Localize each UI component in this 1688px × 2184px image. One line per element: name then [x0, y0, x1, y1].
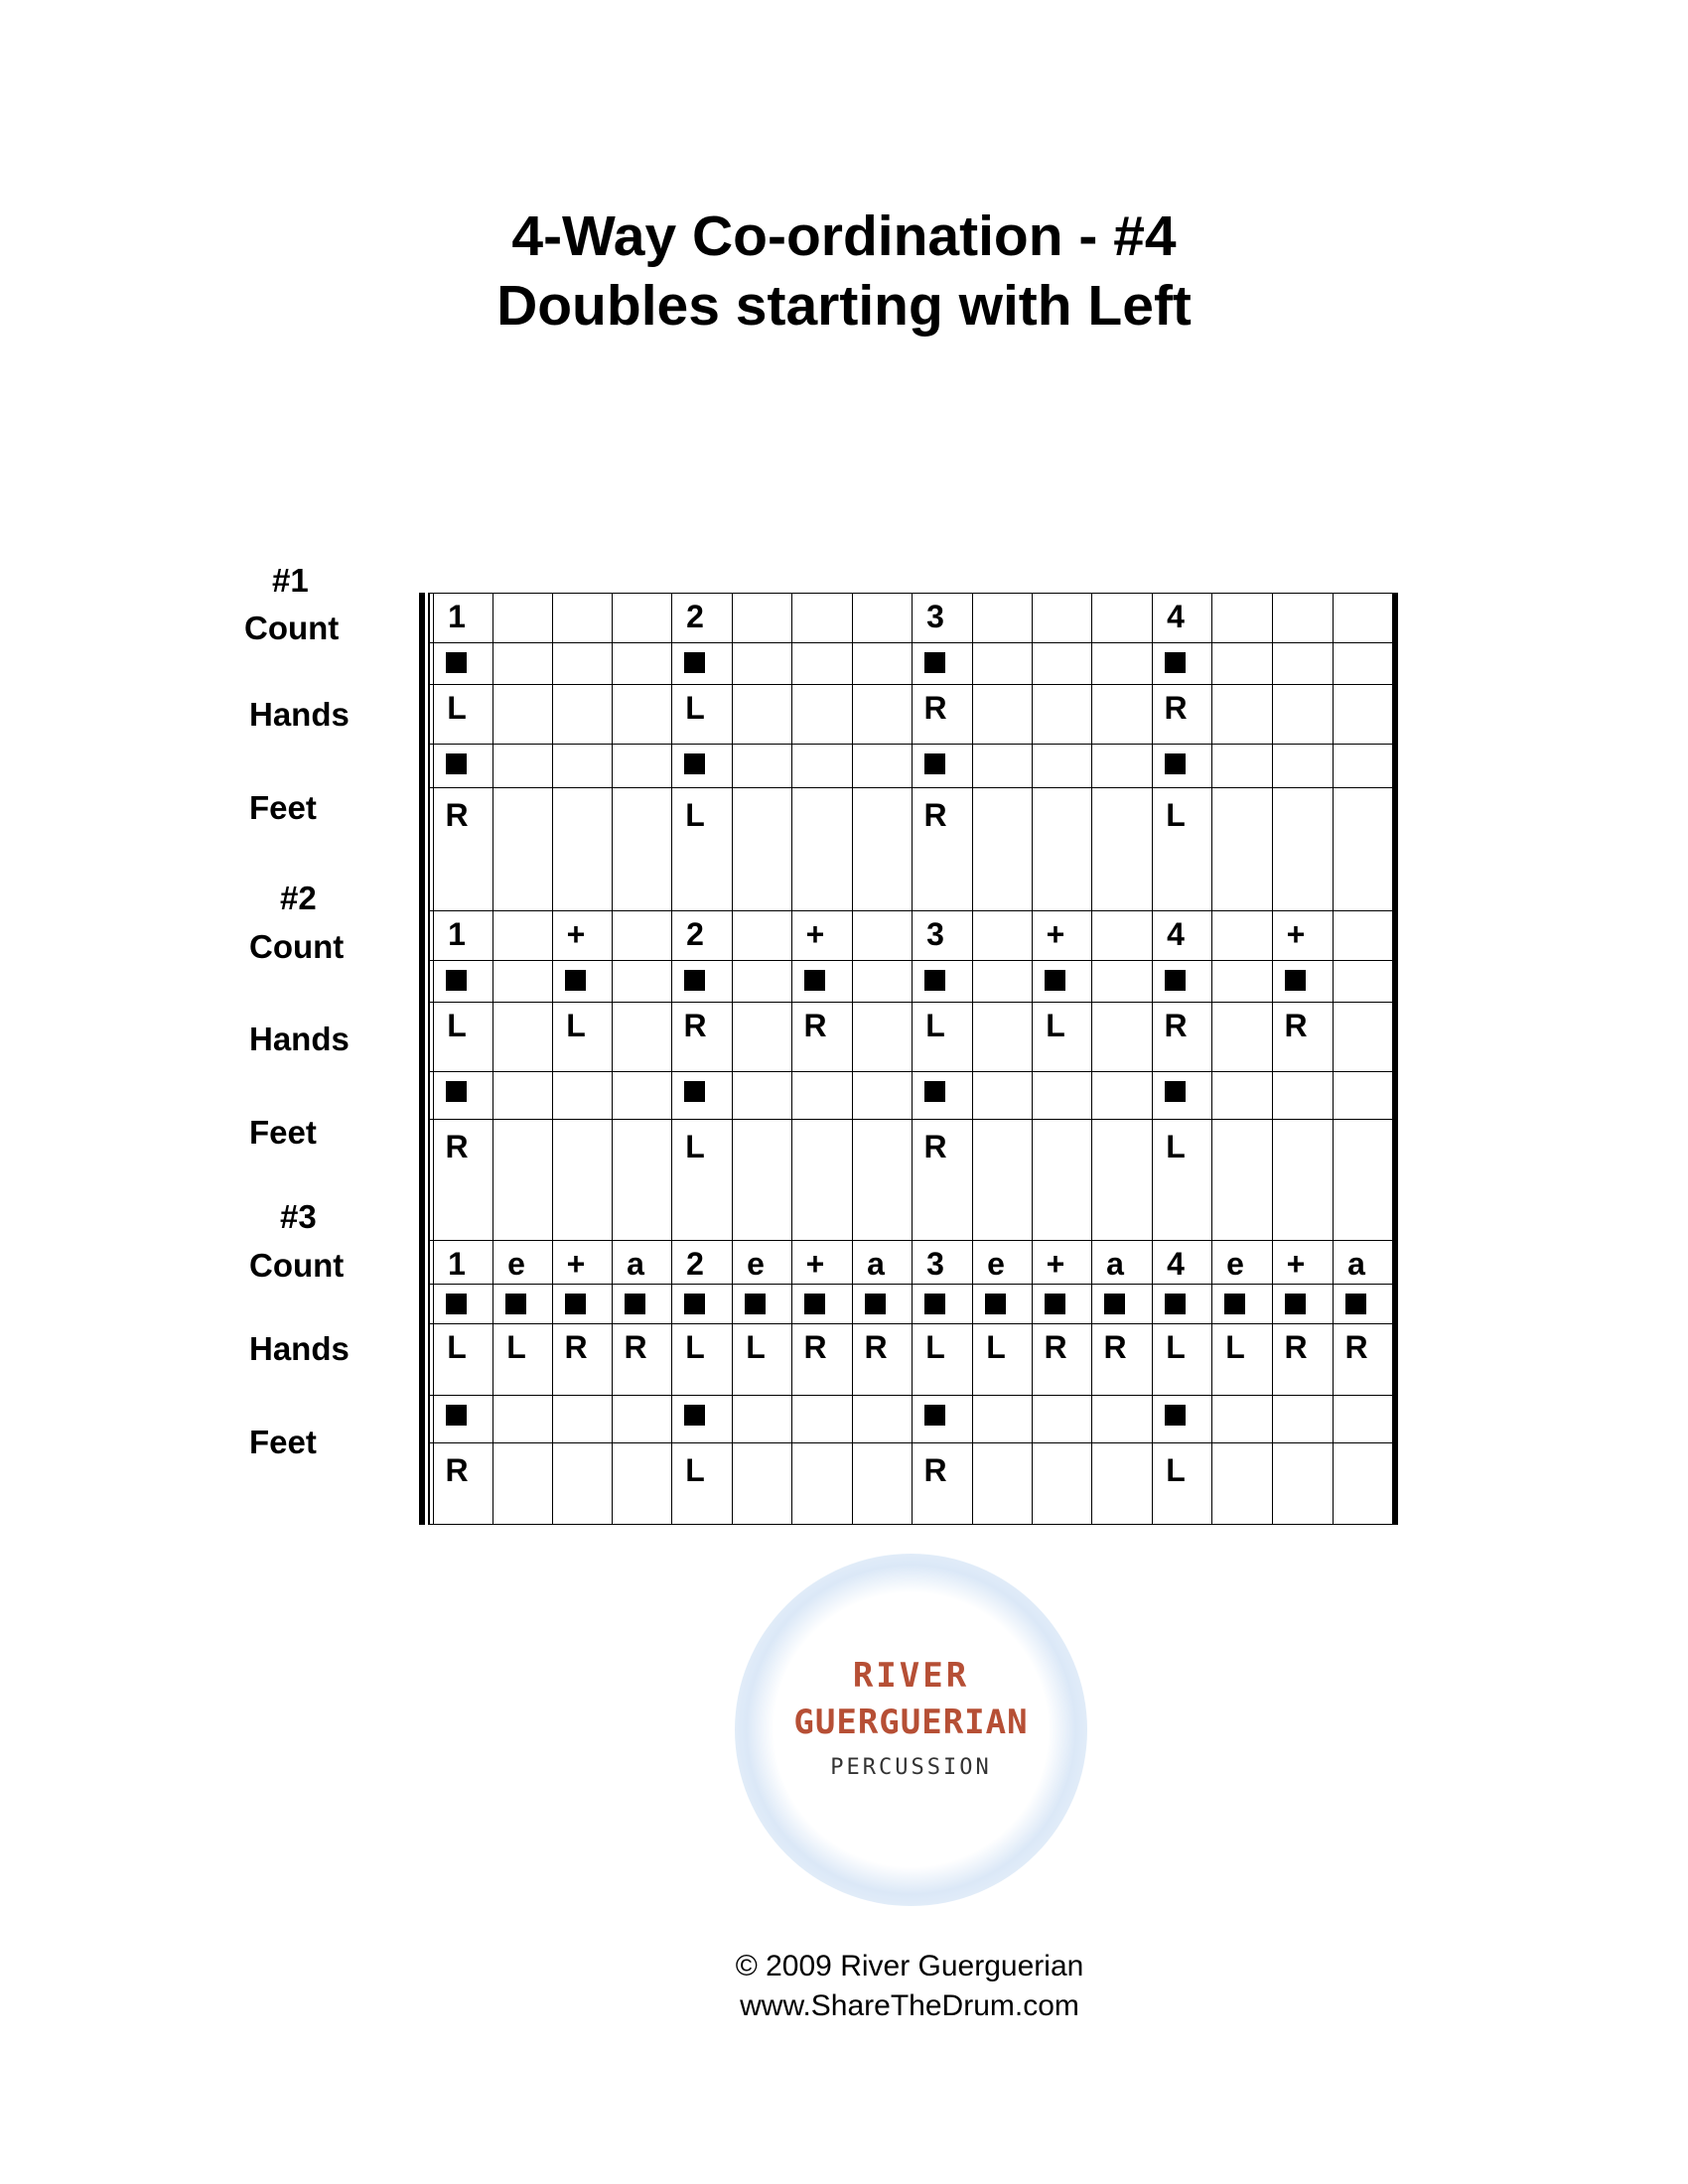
note-marker-ex3-hands	[1165, 1294, 1186, 1314]
logo-text-guerguerian: GUERGUERIAN	[793, 1703, 1029, 1742]
cell-ex3-hands: R	[1344, 1329, 1368, 1365]
note-marker-ex3-hands	[565, 1294, 586, 1314]
note-marker-ex1-feet	[684, 753, 705, 774]
exercise-2-hands-label: Hands	[249, 1021, 350, 1057]
cell-ex1-count: 3	[926, 599, 944, 634]
cell-ex1-hands: R	[1164, 690, 1188, 726]
cell-ex1-feet: R	[923, 797, 947, 833]
grid-column-line	[732, 593, 733, 1525]
cell-ex3-feet: L	[1166, 1452, 1186, 1488]
grid-row-line	[430, 1071, 1392, 1072]
page-subtitle: Doubles starting with Left	[496, 274, 1192, 338]
grid-column-line	[433, 593, 434, 1525]
note-marker-ex3-hands	[625, 1294, 645, 1314]
cell-ex3-hands: R	[803, 1329, 827, 1365]
note-marker-ex2-hands	[684, 970, 705, 991]
cell-ex2-count: 1	[448, 916, 466, 952]
copyright-notice: © 2009 River Guerguerian	[735, 1950, 1084, 1982]
cell-ex2-count: 3	[926, 916, 944, 952]
cell-ex2-count: 4	[1167, 916, 1185, 952]
left-thick-barline	[419, 593, 425, 1525]
note-marker-ex3-hands	[1224, 1294, 1245, 1314]
note-marker-ex3-feet	[924, 1405, 945, 1426]
note-marker-ex3-hands	[804, 1294, 825, 1314]
left-thin-barline	[428, 593, 430, 1525]
note-marker-ex2-hands	[924, 970, 945, 991]
cell-ex3-hands: R	[564, 1329, 588, 1365]
grid-column-line	[492, 593, 493, 1525]
cell-ex3-hands: R	[864, 1329, 888, 1365]
note-marker-ex3-hands	[684, 1294, 705, 1314]
grid-row-line	[430, 642, 1392, 643]
cell-ex1-count: 4	[1167, 599, 1185, 634]
cell-ex1-feet: R	[445, 797, 469, 833]
cell-ex3-count: a	[867, 1246, 885, 1282]
grid-row-line	[430, 1002, 1392, 1003]
cell-ex3-hands: L	[1166, 1329, 1186, 1365]
page-title: 4-Way Co-ordination - #4	[511, 205, 1177, 268]
grid-row-line	[430, 787, 1392, 788]
cell-ex3-count: 4	[1167, 1246, 1185, 1282]
note-marker-ex3-feet	[1165, 1405, 1186, 1426]
note-marker-ex3-hands	[865, 1294, 886, 1314]
cell-ex1-count: 1	[448, 599, 466, 634]
note-marker-ex3-hands	[985, 1294, 1006, 1314]
river-guerguerian-logo	[735, 1554, 1087, 1906]
grid-column-line	[972, 593, 973, 1525]
grid-column-line	[552, 593, 553, 1525]
cell-ex2-hands: R	[683, 1008, 707, 1043]
cell-ex1-hands: R	[923, 690, 947, 726]
exercise-3-count-label: Count	[249, 1247, 345, 1284]
cell-ex3-hands: R	[624, 1329, 647, 1365]
note-marker-ex2-hands	[804, 970, 825, 991]
cell-ex2-hands: L	[1046, 1008, 1065, 1043]
note-marker-ex2-feet	[1165, 1081, 1186, 1102]
exercise-3-feet-label: Feet	[249, 1424, 317, 1460]
grid-row-line	[430, 1284, 1392, 1285]
note-marker-ex3-feet	[446, 1405, 467, 1426]
cell-ex3-count: 2	[686, 1246, 704, 1282]
cell-ex3-count: a	[1347, 1246, 1365, 1282]
grid-row-line	[430, 1395, 1392, 1396]
cell-ex3-hands: L	[1225, 1329, 1245, 1365]
grid-column-line	[852, 593, 853, 1525]
grid-column-line	[1032, 593, 1033, 1525]
note-marker-ex2-feet	[446, 1081, 467, 1102]
grid-row-line	[430, 1240, 1392, 1241]
cell-ex3-hands: L	[986, 1329, 1006, 1365]
cell-ex2-count: +	[1046, 916, 1065, 952]
grid-column-line	[612, 593, 613, 1525]
exercise-3-number: #3	[280, 1198, 317, 1235]
note-marker-ex2-hands	[565, 970, 586, 991]
grid-row-line	[430, 1119, 1392, 1120]
grid-column-line	[1152, 593, 1153, 1525]
cell-ex2-count: +	[1286, 916, 1306, 952]
grid-column-line	[1272, 593, 1273, 1525]
cell-ex3-hands: R	[1284, 1329, 1308, 1365]
grid-column-line	[791, 593, 792, 1525]
note-marker-ex3-hands	[1345, 1294, 1366, 1314]
cell-ex2-hands: R	[1284, 1008, 1308, 1043]
grid-column-line	[1211, 593, 1212, 1525]
cell-ex3-count: e	[987, 1246, 1005, 1282]
grid-row-line	[430, 1323, 1392, 1324]
note-marker-ex3-hands	[745, 1294, 766, 1314]
cell-ex1-feet: L	[685, 797, 705, 833]
note-marker-ex2-hands	[1045, 970, 1065, 991]
grid-column-line	[912, 593, 913, 1525]
note-marker-ex1-feet	[446, 753, 467, 774]
exercise-1-count-label: Count	[244, 610, 340, 646]
note-marker-ex3-hands	[505, 1294, 526, 1314]
cell-ex3-hands: R	[1044, 1329, 1067, 1365]
note-marker-ex1-feet	[924, 753, 945, 774]
grid-row-line	[430, 593, 1392, 594]
exercise-2-count-label: Count	[249, 928, 345, 965]
grid-column-line	[1091, 593, 1092, 1525]
note-marker-ex1-feet	[1165, 753, 1186, 774]
cell-ex2-feet: R	[445, 1129, 469, 1164]
cell-ex3-feet: L	[685, 1452, 705, 1488]
cell-ex2-feet: L	[1166, 1129, 1186, 1164]
cell-ex3-hands: R	[1103, 1329, 1127, 1365]
exercise-3-hands-label: Hands	[249, 1330, 350, 1367]
grid-row-line	[430, 1524, 1392, 1525]
cell-ex2-feet: R	[923, 1129, 947, 1164]
note-marker-ex1-hands	[1165, 652, 1186, 673]
note-marker-ex1-hands	[446, 652, 467, 673]
note-marker-ex2-hands	[446, 970, 467, 991]
note-marker-ex3-hands	[1104, 1294, 1125, 1314]
cell-ex3-hands: L	[925, 1329, 945, 1365]
grid-row-line	[430, 1442, 1392, 1443]
cell-ex1-hands: L	[685, 690, 705, 726]
grid-row-line	[430, 960, 1392, 961]
cell-ex3-count: a	[627, 1246, 644, 1282]
note-marker-ex1-hands	[924, 652, 945, 673]
note-marker-ex3-feet	[684, 1405, 705, 1426]
grid-column-line	[1333, 593, 1334, 1525]
right-thick-barline	[1392, 593, 1398, 1525]
note-marker-ex3-hands	[446, 1294, 467, 1314]
cell-ex3-count: 1	[448, 1246, 466, 1282]
exercise-1-number: #1	[272, 562, 309, 599]
cell-ex3-count: +	[1046, 1246, 1065, 1282]
grid-row-line	[430, 744, 1392, 745]
cell-ex2-hands: L	[566, 1008, 586, 1043]
cell-ex2-count: +	[805, 916, 825, 952]
note-marker-ex2-feet	[684, 1081, 705, 1102]
cell-ex3-count: e	[507, 1246, 525, 1282]
grid-column-line	[671, 593, 672, 1525]
cell-ex3-count: +	[805, 1246, 825, 1282]
cell-ex2-feet: L	[685, 1129, 705, 1164]
cell-ex1-hands: L	[447, 690, 467, 726]
logo-text-percussion: PERCUSSION	[830, 1755, 992, 1780]
note-marker-ex2-feet	[924, 1081, 945, 1102]
exercise-1-hands-label: Hands	[249, 696, 350, 733]
cell-ex3-count: 3	[926, 1246, 944, 1282]
cell-ex3-feet: R	[923, 1452, 947, 1488]
website-url: www.ShareTheDrum.com	[740, 1989, 1079, 2022]
note-marker-ex2-hands	[1165, 970, 1186, 991]
cell-ex3-count: a	[1106, 1246, 1124, 1282]
cell-ex3-count: +	[1286, 1246, 1306, 1282]
rhythm-grid	[419, 593, 1398, 1525]
note-marker-ex3-hands	[1285, 1294, 1306, 1314]
cell-ex3-hands: L	[685, 1329, 705, 1365]
exercise-2-number: #2	[280, 880, 317, 916]
cell-ex3-hands: L	[447, 1329, 467, 1365]
cell-ex3-count: e	[1226, 1246, 1244, 1282]
cell-ex3-feet: R	[445, 1452, 469, 1488]
logo-text-river: RIVER	[852, 1656, 970, 1696]
note-marker-ex3-hands	[924, 1294, 945, 1314]
exercise-1-feet-label: Feet	[249, 789, 317, 826]
note-marker-ex1-hands	[684, 652, 705, 673]
cell-ex1-count: 2	[686, 599, 704, 634]
cell-ex2-hands: R	[1164, 1008, 1188, 1043]
cell-ex3-count: +	[566, 1246, 586, 1282]
cell-ex2-hands: L	[447, 1008, 467, 1043]
note-marker-ex2-hands	[1285, 970, 1306, 991]
cell-ex2-hands: R	[803, 1008, 827, 1043]
cell-ex2-count: +	[566, 916, 586, 952]
grid-row-line	[430, 684, 1392, 685]
grid-row-line	[430, 910, 1392, 911]
cell-ex2-hands: L	[925, 1008, 945, 1043]
cell-ex3-hands: L	[746, 1329, 766, 1365]
cell-ex1-feet: L	[1166, 797, 1186, 833]
exercise-2-feet-label: Feet	[249, 1114, 317, 1151]
cell-ex3-count: e	[747, 1246, 765, 1282]
cell-ex2-count: 2	[686, 916, 704, 952]
note-marker-ex3-hands	[1045, 1294, 1065, 1314]
cell-ex3-hands: L	[506, 1329, 526, 1365]
